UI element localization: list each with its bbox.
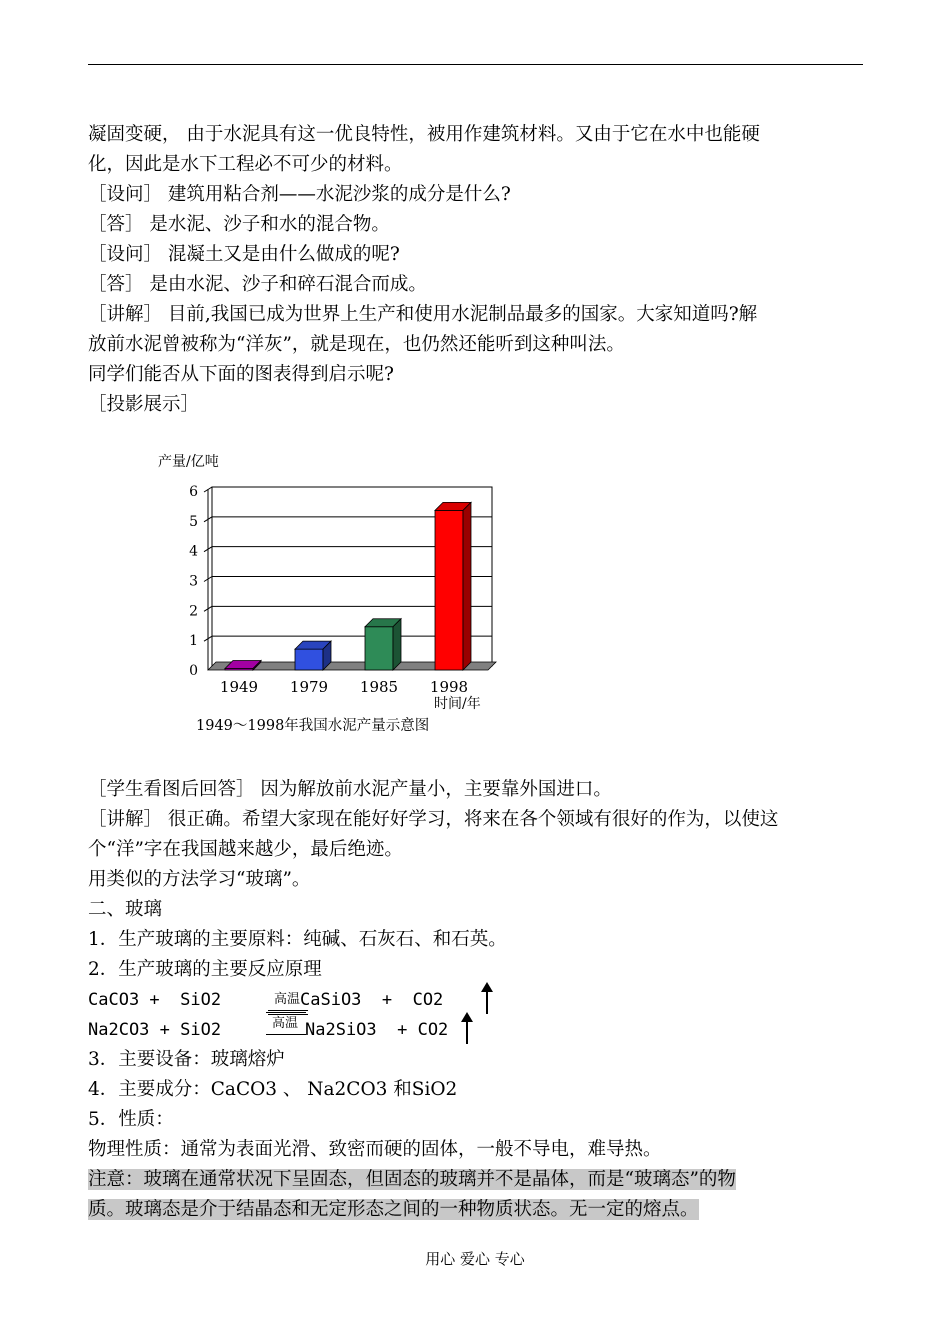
x-tick-label: 1979: [289, 678, 329, 696]
y-axis-label: 产量/亿吨: [158, 454, 219, 470]
text-line: 凝固变硬， 由于水泥具有这一优良特性，被用作建筑材料。又由于它在水中也能硬: [88, 124, 760, 145]
text-line: 用类似的方法学习“玻璃”。: [88, 869, 311, 890]
bar-front: [295, 649, 323, 670]
equation-2-condition: 高温: [272, 1016, 299, 1031]
text-line: 物理性质：通常为表面光滑、致密而硬的固体，一般不导电，难导热。: [88, 1139, 662, 1160]
bar-front: [435, 510, 463, 670]
x-tick-label: 1998: [429, 678, 469, 696]
highlight-note: [88, 1165, 878, 1195]
section-heading: 二、玻璃: [88, 899, 163, 920]
y-tick-label: 5: [189, 513, 198, 530]
text-line: ［设问］ 混凝土又是由什么做成的呢?: [88, 244, 400, 265]
equation-2-bar: [266, 1034, 306, 1035]
x-axis-label: 时间/年: [434, 696, 481, 712]
equation-1-condition: 高温: [274, 992, 301, 1007]
text-line: ［讲解］ 目前,我国已成为世界上生产和使用水泥制品最多的国家。大家知道吗?解: [88, 304, 758, 325]
text-line: 个“洋”字在我国越来越少，最后绝迹。: [88, 839, 403, 860]
text-line: ［学生看图后回答］ 因为解放前水泥产量小，主要靠外国进口。: [88, 779, 612, 800]
text-line: 化，因此是水下工程必不可少的材料。: [88, 154, 403, 175]
x-tick-label: 1985: [359, 678, 399, 696]
equation-2-left: Na2CO3 + SiO2: [88, 1020, 222, 1040]
bar-side: [393, 619, 401, 670]
text-line: 放前水泥曾被称为“洋灰”，就是现在，也仍然还能听到这种叫法。: [88, 334, 625, 355]
equation-2-right: Na2SiO3 + CO2: [305, 1020, 449, 1040]
text-line: ［投影展示］: [88, 394, 200, 415]
text-line: ［答］ 是由水泥、沙子和碎石混合而成。: [88, 274, 427, 295]
text-line: ［答］ 是水泥、沙子和水的混合物。: [88, 214, 390, 235]
highlight-text: 质。玻璃态是介于结晶态和无定形态之间的一种物质状态。无一定的熔点。: [88, 1199, 699, 1220]
text-line: 同学们能否从下面的图表得到启示呢?: [88, 364, 394, 385]
bar-side: [463, 502, 471, 670]
gas-arrow-icon: [486, 990, 488, 1014]
y-tick-label: 3: [189, 573, 198, 590]
text-line: 1．生产玻璃的主要原料：纯碱、石灰石、和石英。: [88, 929, 507, 950]
x-tick-label: 1949: [219, 678, 259, 696]
y-tick-label: 2: [189, 603, 198, 620]
text-line: 2．生产玻璃的主要反应原理: [88, 959, 322, 980]
highlight-note: [88, 1195, 878, 1225]
y-tick-label: 6: [189, 484, 198, 500]
text-line: 4．主要成分：CaCO3 、 Na2CO3 和SiO2: [88, 1079, 458, 1100]
y-tick-label: 1: [189, 633, 198, 650]
text-line: ［讲解］ 很正确。希望大家现在能好好学习，将来在各个领域有很好的作为，以使这: [88, 809, 779, 830]
chart-title: 1949～1998年我国水泥产量示意图: [196, 718, 430, 734]
text-line: 3．主要设备：玻璃熔炉: [88, 1049, 285, 1070]
y-tick-label: 4: [189, 543, 198, 560]
page-footer: 用心 爱心 专心: [425, 1250, 525, 1268]
y-tick-label: 0: [189, 663, 198, 679]
gas-arrow-icon: [466, 1020, 468, 1044]
equation-1-right: CaSiO3 + CO2: [300, 990, 444, 1010]
header-rule: [88, 64, 863, 65]
highlight-text: 注意：玻璃在通常状况下呈固态，但固态的玻璃并不是晶体，而是“玻璃态”的物: [88, 1169, 736, 1190]
text-line: ［设问］ 建筑用粘合剂——水泥沙浆的成分是什么?: [88, 184, 511, 205]
equation-1-left: CaCO3 + SiO2: [88, 990, 222, 1010]
cement-production-chart: [150, 440, 510, 740]
text-line: 5．性质：: [88, 1109, 174, 1130]
bar-front: [365, 627, 393, 670]
